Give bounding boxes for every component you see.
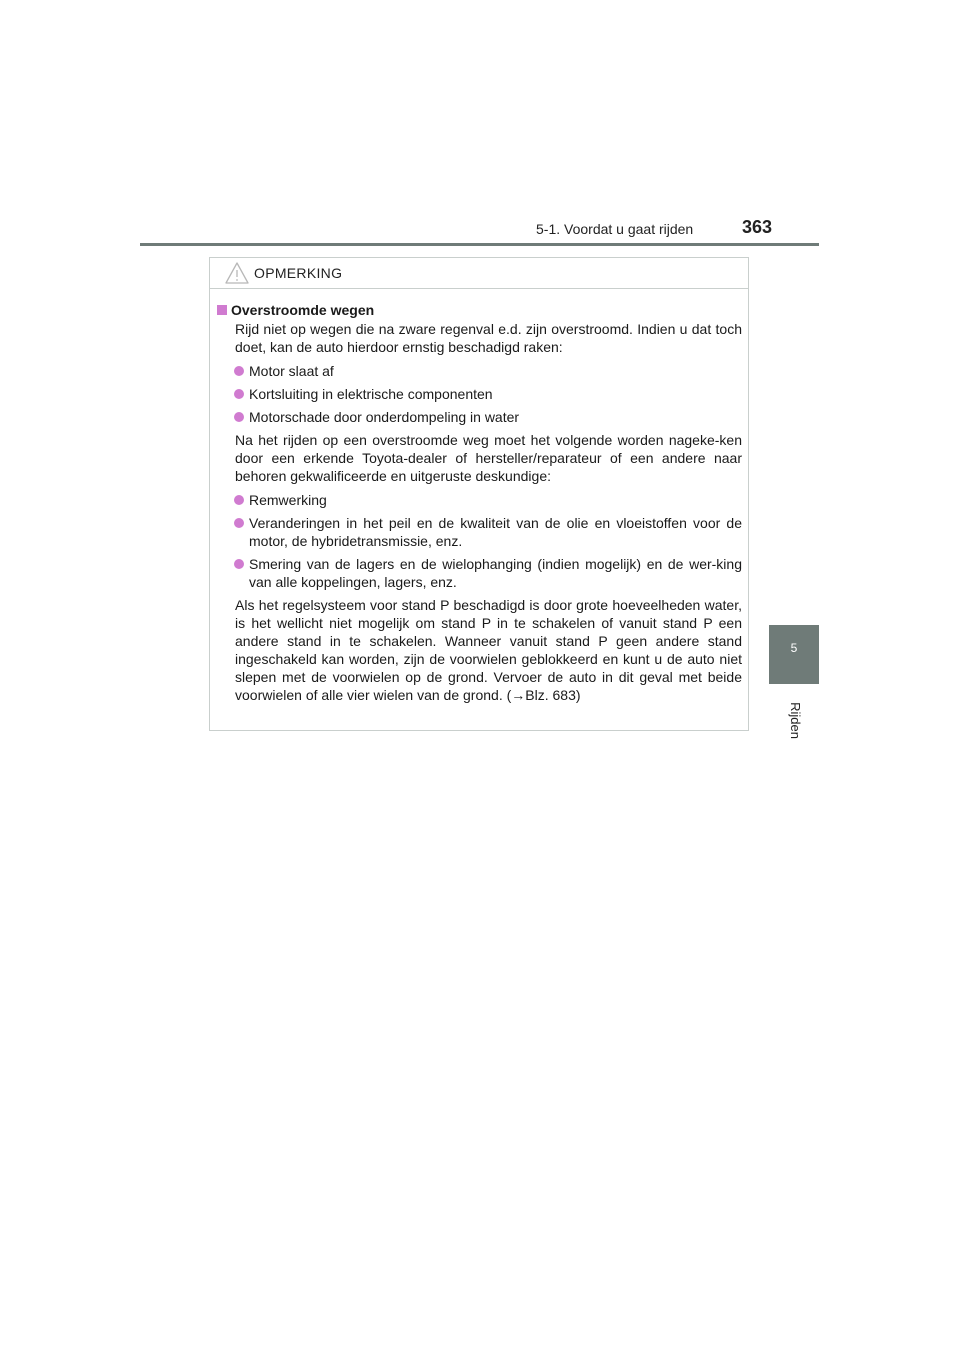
notice-title: OPMERKING — [254, 265, 343, 281]
bullet-text: Remwerking — [249, 492, 327, 508]
intro-paragraph: Rijd niet op wegen die na zware regenval e.d. zijn overstroomd. Indien u dat toch doet, kan de auto hierdoor ernstig beschadigd raken: — [235, 321, 742, 355]
warning-triangle-icon — [224, 261, 250, 285]
round-bullet-icon — [234, 389, 244, 399]
page-number: 363 — [742, 217, 773, 237]
bullet-text: Smering van de lagers en de wielophanging (indien mogelijk) en de wer-king van alle koppelingen, lagers, enz. — [249, 556, 742, 590]
heading-text: Overstroomde wegen — [231, 302, 375, 318]
chapter-number: 5 — [790, 641, 798, 655]
middle-paragraph: Na het rijden op een overstroomde weg moet het volgende worden nageke-ken door een erkende Toyota-dealer of hersteller/reparateur of een andere naar behoren gekwalificeerde en uitgeruste deskundige: — [235, 432, 742, 484]
round-bullet-icon — [234, 495, 244, 505]
header-rule — [140, 243, 819, 246]
chapter-label: Rijden — [787, 701, 803, 739]
round-bullet-icon — [234, 366, 244, 376]
bullet-text: Motorschade door onderdompeling in water — [249, 409, 520, 425]
notice-heading — [216, 301, 742, 319]
notice-header — [210, 258, 748, 289]
section-title: 5-1. Voordat u gaat rijden — [536, 221, 694, 237]
bullet-text: Kortsluiting in elektrische componenten — [249, 386, 493, 402]
bullet-item — [216, 362, 742, 380]
notice-body — [210, 289, 748, 704]
bullet-item — [216, 555, 742, 591]
chapter-tab — [769, 625, 819, 684]
square-bullet-icon — [217, 305, 227, 315]
closing-paragraph — [216, 596, 742, 704]
bullet-item — [216, 385, 742, 403]
notice-box — [209, 257, 749, 731]
closing-text: Als het regelsysteem voor stand P beschadigd is door grote hoeveelheden water, is het wellicht niet mogelijk om stand P in te schakelen of vanuit stand P een andere stand in te schakelen. Wanneer vanuit stand P geen andere stand ingeschakeld kan worden, zijn de voorwielen geblokkeerd en kunt u de auto niet slepen met de voorwielen op de grond. Vervoer de auto in dit geval met beide voorwielen of alle vier wielen van de grond. — [235, 597, 742, 703]
round-bullet-icon — [234, 518, 244, 528]
chapter-label-box — [770, 690, 820, 750]
bullet-item — [216, 491, 742, 509]
page-reference: (→Blz. 683) — [506, 687, 581, 703]
bullet-item — [216, 514, 742, 550]
bullet-item — [216, 408, 742, 426]
round-bullet-icon — [234, 412, 244, 422]
bullet-text: Motor slaat af — [249, 363, 334, 379]
bullet-text: Veranderingen in het peil en de kwaliteit van de olie en vloeistoffen voor de motor, de hybridetransmissie, enz. — [249, 515, 742, 549]
round-bullet-icon — [234, 559, 244, 569]
